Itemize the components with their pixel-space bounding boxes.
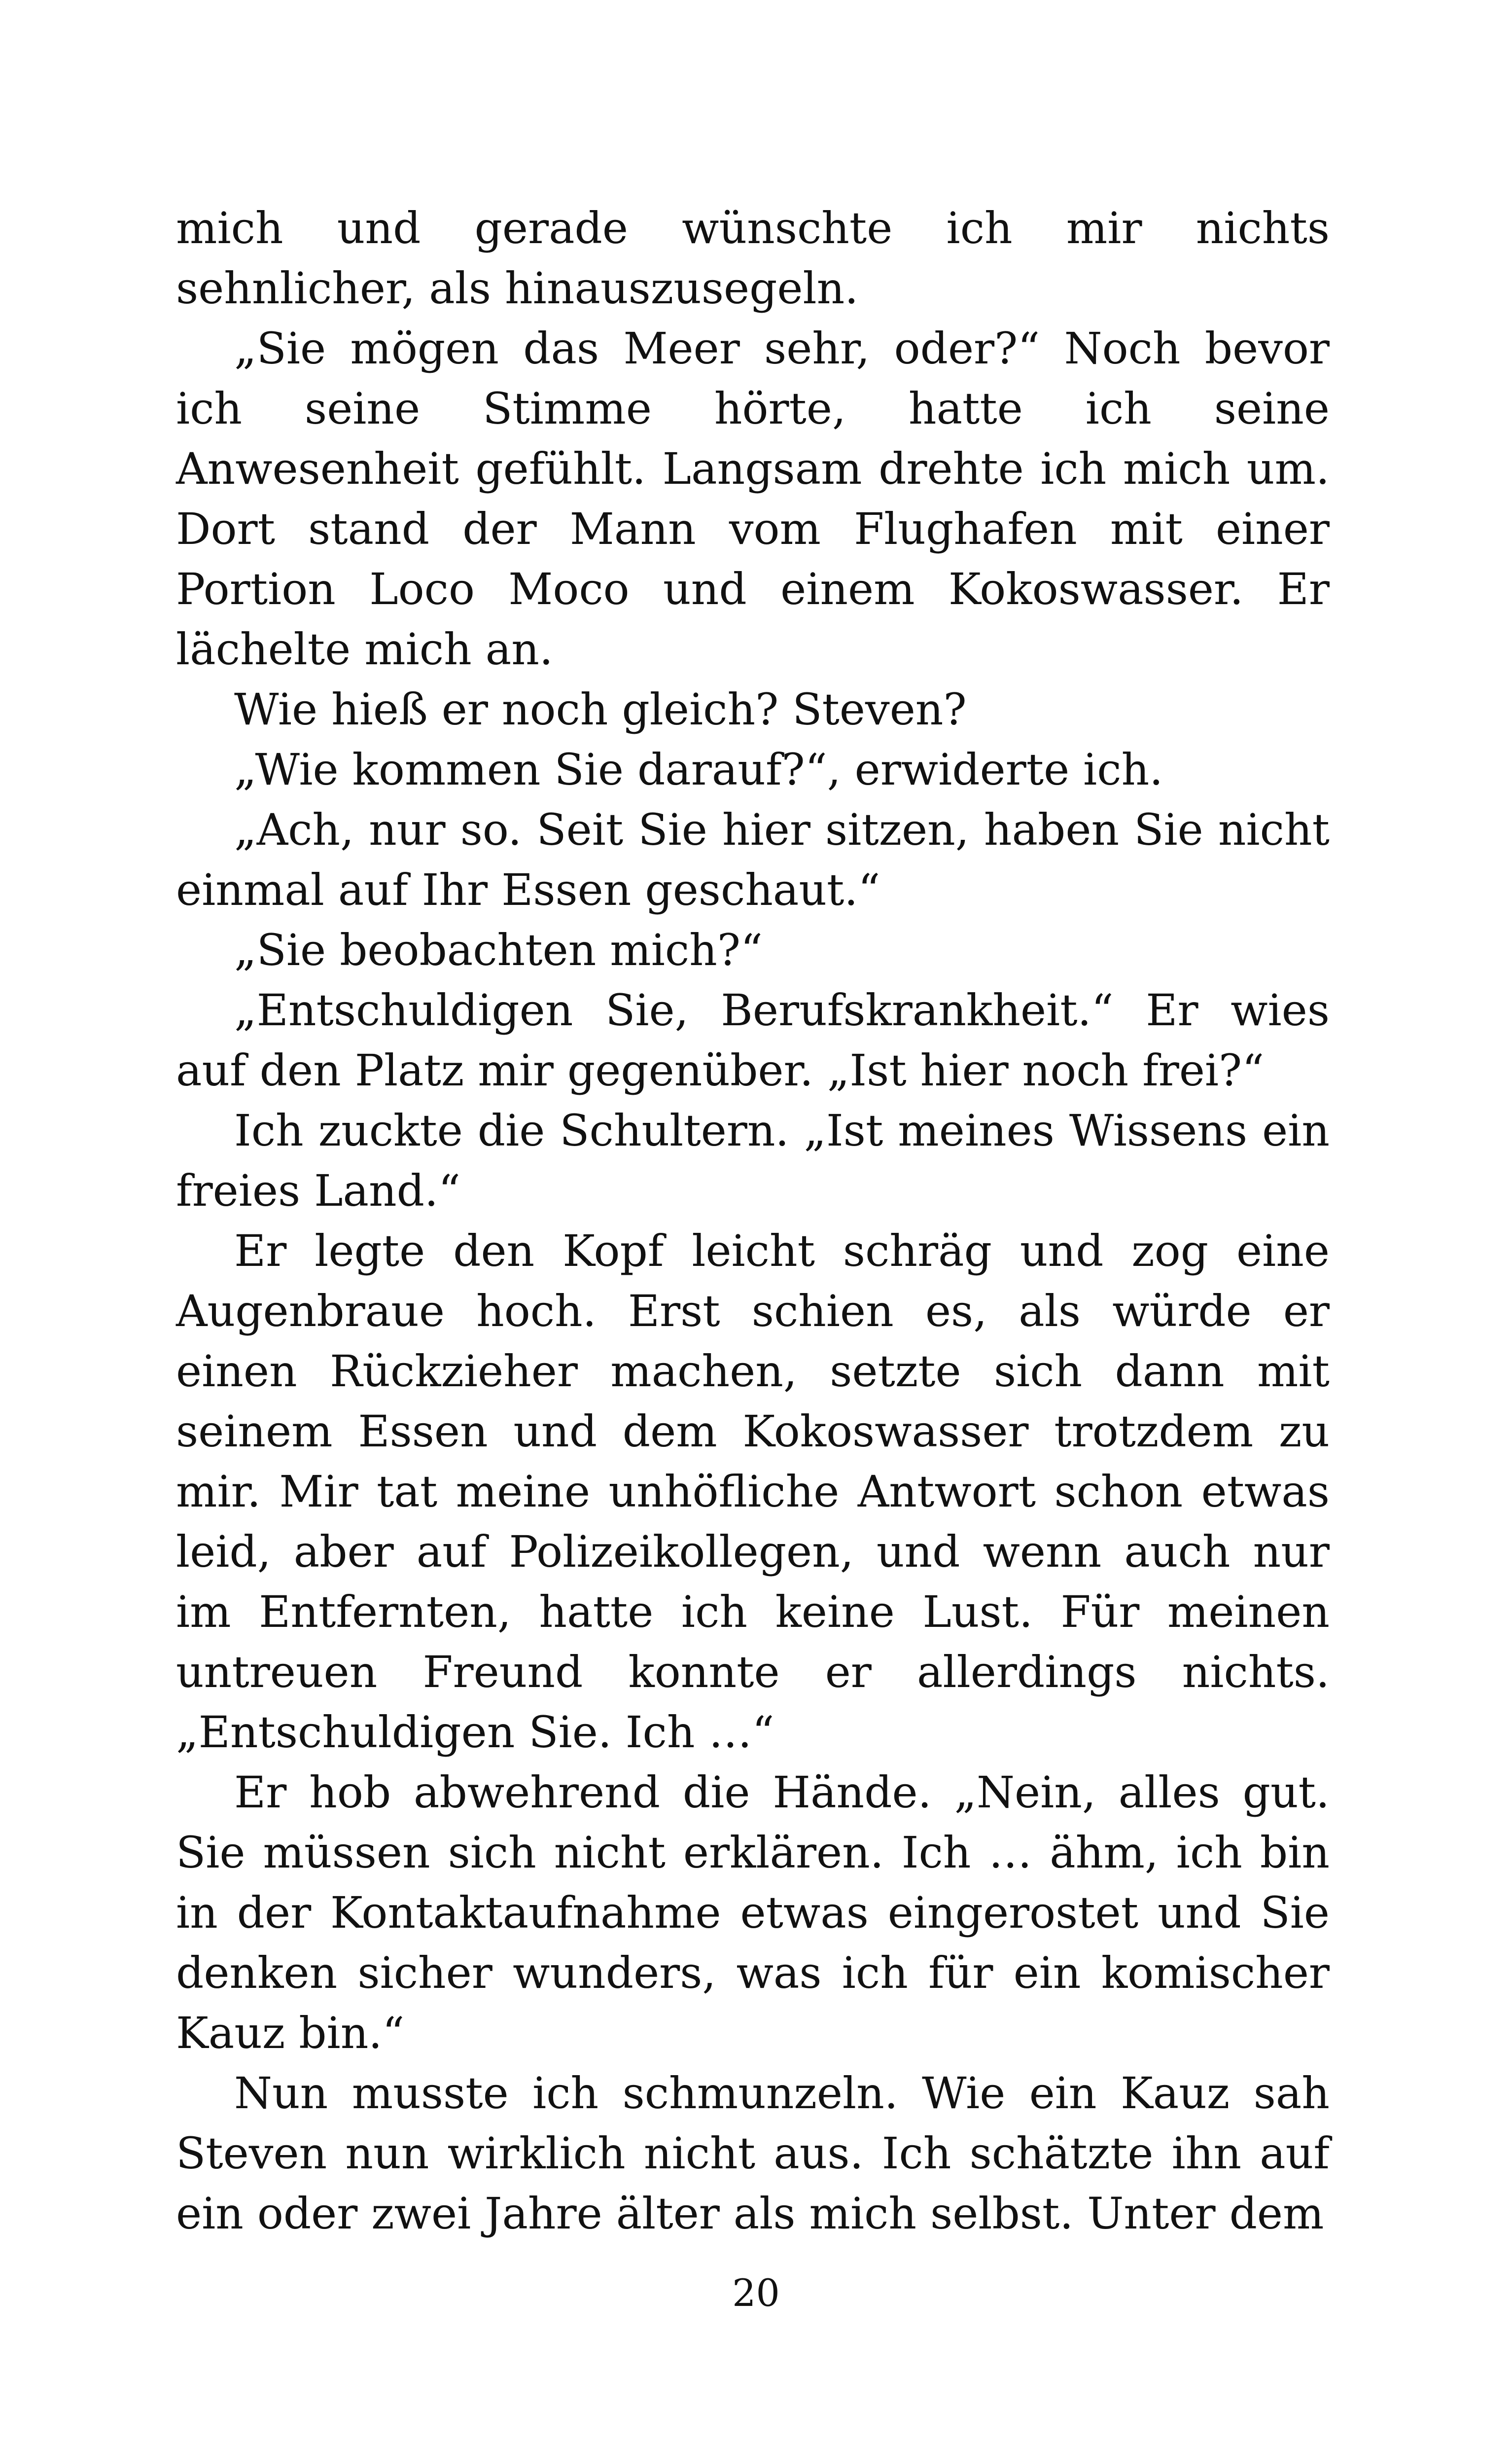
paragraph-11: Nun musste ich schmunzeln. Wie ein Kauz sah Steven nun wirklich nicht aus. Ich schätzte ihn auf ein oder zwei Jahre älter als mich selbst. Unter dem <box>176 2068 1330 2239</box>
body-text <box>176 198 1330 2244</box>
paragraph-3: Wie hieß er noch gleich? Steven? <box>234 684 967 735</box>
paragraph-1: mich und gerade wünschte ich mir nichts sehnlicher, als hinauszusegeln. <box>176 203 1330 314</box>
paragraph-9: Er legte den Kopf leicht schräg und zog eine Augenbraue hoch. Erst schien es, als würde er einen Rückzieher machen, setzte sich dann mit seinem Essen und dem Kokoswasser trotzdem zu mir. Mir tat meine unhöfliche Antwort schon etwas leid, aber auf Polizeikollegen, und wenn auch nur im Entfernten, hatte ich keine Lust. Für meinen untreuen Freund konnte er allerdings nichts. „Entschuldigen Sie. Ich …“ <box>176 1225 1330 1758</box>
paragraph-5: „Ach, nur so. Seit Sie hier sitzen, haben Sie nicht einmal auf Ihr Essen geschaut.“ <box>176 804 1330 915</box>
paragraph-10: Er hob abwehrend die Hände. „Nein, alles gut. Sie müssen sich nicht erklären. Ich … ähm, ich bin in der Kontaktaufnahme etwas eingerostet und Sie denken sicher wunders, was ich für ein komischer Kauz bin.“ <box>176 1767 1330 2058</box>
paragraph-7: „Entschuldigen Sie, Berufskrankheit.“ Er wies auf den Platz mir gegenüber. „Ist hier noch frei?“ <box>176 985 1330 1096</box>
paragraph-2: „Sie mögen das Meer sehr, oder?“ Noch bevor ich seine Stimme hörte, hatte ich seine Anwesenheit gefühlt. Langsam drehte ich mich um. Dort stand der Mann vom Flughafen mit einer Portion Loco Moco und einem Kokoswasser. Er lächelte mich an. <box>176 323 1330 675</box>
paragraph-6: „Sie beobachten mich?“ <box>234 925 763 975</box>
paragraph-4: „Wie kommen Sie darauf?“, erwiderte ich. <box>234 744 1163 795</box>
page-number: 20 <box>732 2271 780 2315</box>
paragraph-8: Ich zuckte die Schultern. „Ist meines Wissens ein freies Land.“ <box>176 1105 1330 1216</box>
